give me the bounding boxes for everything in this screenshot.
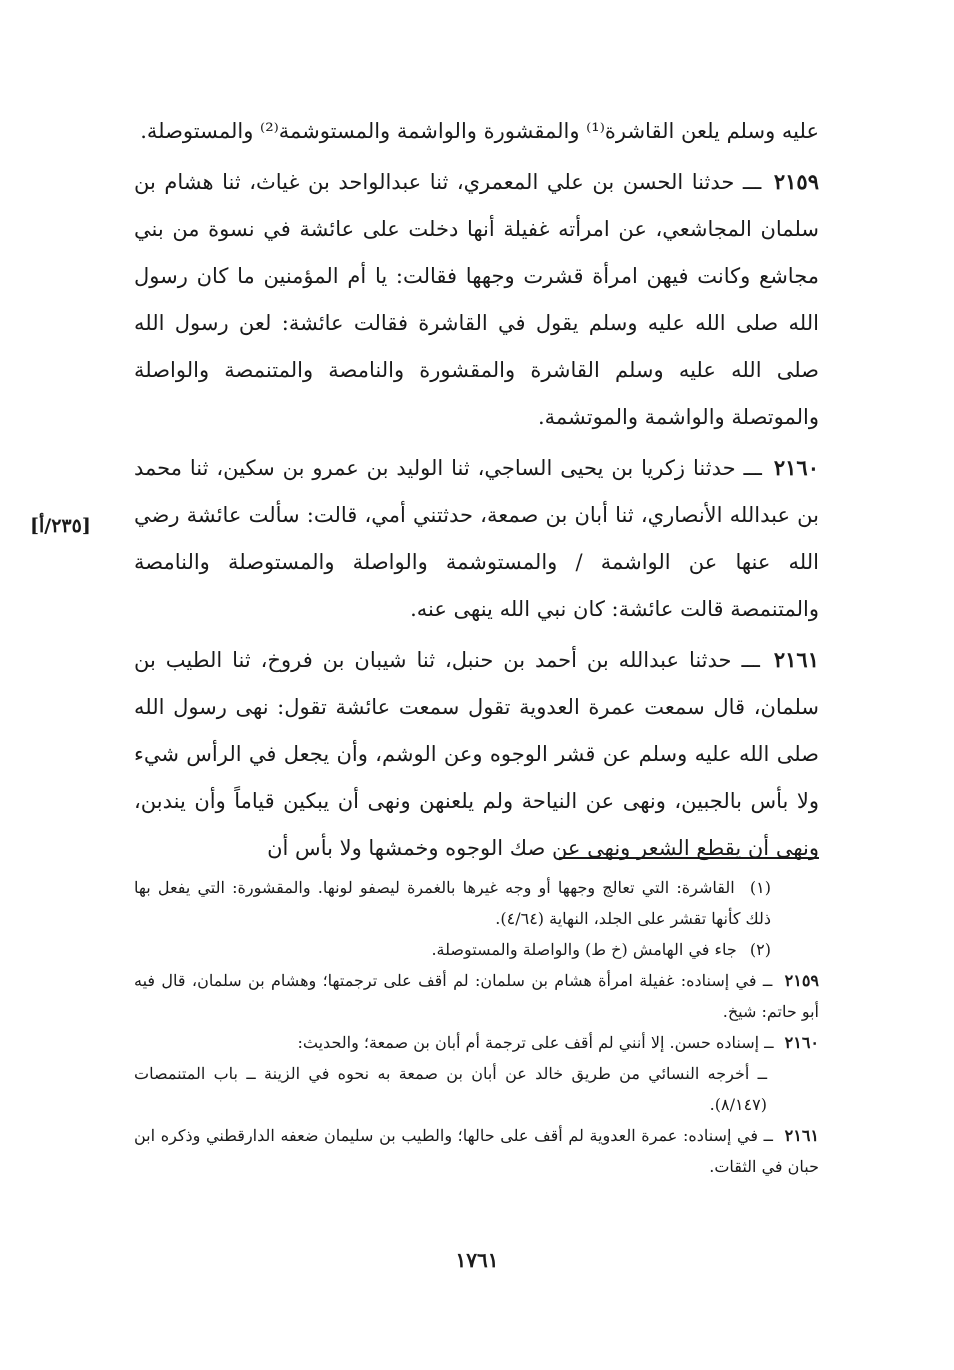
hadith-text: ـــ حدثنا الحسن بن علي المعمري، ثنا عبدالواحد بن غياث، ثنا هشام بن سلمان المجاشعي، عن امرأته غفيلة أنها دخلت على عائشة في نسوة من بني مجاشع وكانت فيهن امرأة قشرت وجهها فقالت: يا أم المؤمنين ما كان رسول الله صلى الله عليه وسلم يقول في القاشرة فقالت عائشة: لعن رسول الله صلى الله عليه وسلم القاشرة والمقشورة والنامصة والمتنمصة والواصلة والموتصلة والواشمة والموتشمة. [134, 170, 819, 429]
main-text [134, 108, 819, 872]
hadith-2159 [134, 158, 819, 441]
page-number: ١٧٦١ [455, 1248, 499, 1272]
continuation-paragraph: عليه وسلم يلعن القاشرة⁽¹⁾ والمقشورة والواشمة والمستوشمة⁽²⁾ والمستوصلة. [140, 119, 819, 143]
takhrij-text: ــ في إسناده: عمرة العدوية لم أقف على حالها؛ والطيب بن سليمان ضعفه الدارقطني وذكره ابن حبان في الثقات. [134, 1126, 819, 1176]
hadith-text: ـــ حدثنا زكريا بن يحيى الساجي، ثنا الوليد بن عمرو بن سكين، ثنا محمد بن عبدالله الأنصاري، ثنا أبان بن صمعة، حدثتني أمي، قالت: سألت عائشة رضي الله عنها عن الواشمة / والمستوشمة والواصلة والمستوصلة والنامصة والمتنمصة قالت عائشة: كان نبي الله ينهى عنه. [134, 456, 819, 621]
footnote-divider [559, 857, 819, 859]
hadith-2160 [134, 444, 819, 633]
hadith-2161 [134, 636, 819, 872]
footnote-number: (٢) [749, 940, 771, 959]
hadith-text: ـــ حدثنا عبدالله بن أحمد بن حنبل، ثنا شيبان بن فروخ، ثنا الطيب بن سلمان، قال سمعت عمرة العدوية تقول سمعت عائشة تقول: نهى رسول الله صلى الله عليه وسلم عن قشر الوجوه وعن الوشم، وأن يجعل في الرأس شيء ولا بأس بالجبين، ونهى عن النياحة ولم يلعنهن ونهى أن يبكين قياماً وأن يندبن، ونهى أن يقطع الشعر ونهى عن صك الوجوه وخمشها ولا بأس أن [134, 648, 819, 860]
hadith-number: ٢١٦١ [773, 647, 819, 672]
manuscript-folio-marker: [٢٣٥/أ] [30, 515, 91, 537]
takhrij-2160-continuation: ــ أخرجه النسائي من طريق خالد عن أبان بن صمعة به نحوه في الزينة ــ باب المتنمصات (٨/١٤٧). [134, 1064, 767, 1114]
takhrij-number: ٢١٥٩ [784, 971, 820, 990]
takhrij-text: ــ في إسناده: غفيلة امرأة هشام بن سلمان: لم أقف على ترجمتها؛ وهشام بن سلمان، قال فيه أبو حاتم: شيخ. [134, 971, 819, 1021]
footnote-1 [134, 872, 819, 934]
footnote-number: (١) [749, 878, 772, 897]
takhrij-number: ٢١٦١ [784, 1126, 819, 1145]
footnotes-section [134, 872, 819, 1182]
footnote-text: القاشرة: التي تعالج وجهها أو وجه غيرها بالغمرة ليصفو لونها. والمقشورة: التي يفعل بها ذلك كأنها تقشر على الجلد، النهاية (٤/٦٤). [134, 878, 771, 928]
hadith-number: ٢١٦٠ [773, 455, 819, 480]
takhrij-number: ٢١٦٠ [784, 1033, 819, 1052]
footnote-2 [134, 934, 819, 965]
takhrij-2159 [134, 965, 819, 1027]
footnote-text: جاء في الهامش (خ ط) والواصلة والمستوصلة. [431, 940, 737, 959]
takhrij-2160 [134, 1027, 819, 1058]
hadith-number: ٢١٥٩ [773, 169, 819, 194]
takhrij-2161 [134, 1120, 819, 1182]
takhrij-text: ــ إسناده حسن. إلا أنني لم أقف على ترجمة أم أبان بن صمعة؛ والحديث: [297, 1033, 774, 1052]
